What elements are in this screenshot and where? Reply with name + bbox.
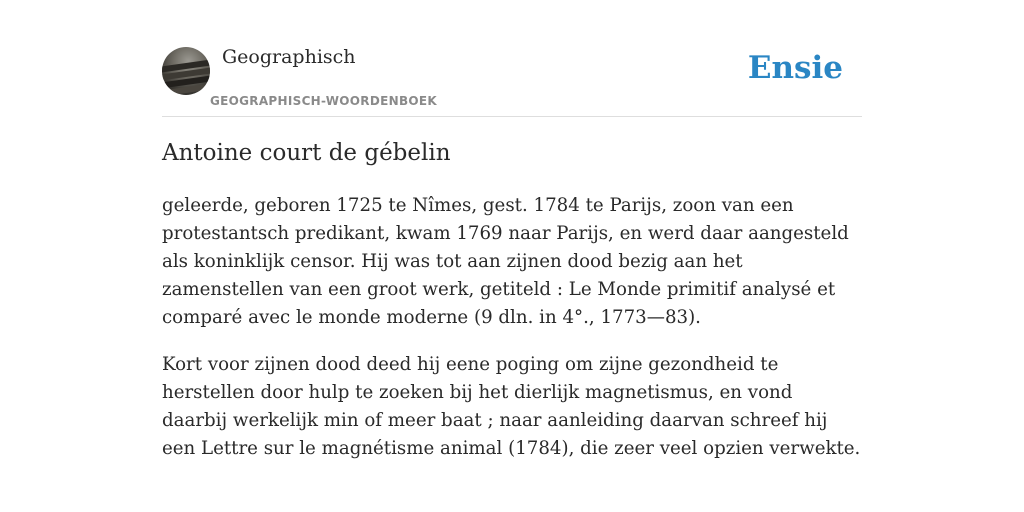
source-avatar[interactable] (162, 47, 210, 95)
article-paragraph: geleerde, geboren 1725 te Nîmes, gest. 1784 te Parijs, zoon van een protestantsch predikant, kwam 1769 naar Parijs, en werd daar aangesteld als koninklijk censor. Hij was tot aan zijnen dood bezig aan het zamenstellen van een groot werk, getiteld : Le Monde primitif analysé et comparé avec le monde moderne (9 dln. in 4°., 1773—83). (162, 195, 849, 328)
source-header (162, 0, 862, 117)
article-card (162, 0, 862, 459)
article-body (162, 192, 862, 482)
source-name[interactable]: Geographisch (222, 46, 356, 68)
article-title: Antoine court de gébelin (162, 140, 451, 166)
article-paragraph: Kort voor zijnen dood deed hij eene poging om zijne gezondheid te herstellen door hulp te zoeken bij het dierlijk magnetismus, en vond daarbij werkelijk min of meer baat ; naar aanleiding daarvan schreef hij een Lettre sur le magnétisme animal (1784), die zeer veel opzien verwekte. (162, 354, 861, 459)
brand-logo[interactable]: Ensie (747, 50, 843, 86)
source-subtitle[interactable]: GEOGRAPHISCH-WOORDENBOEK (210, 94, 437, 108)
